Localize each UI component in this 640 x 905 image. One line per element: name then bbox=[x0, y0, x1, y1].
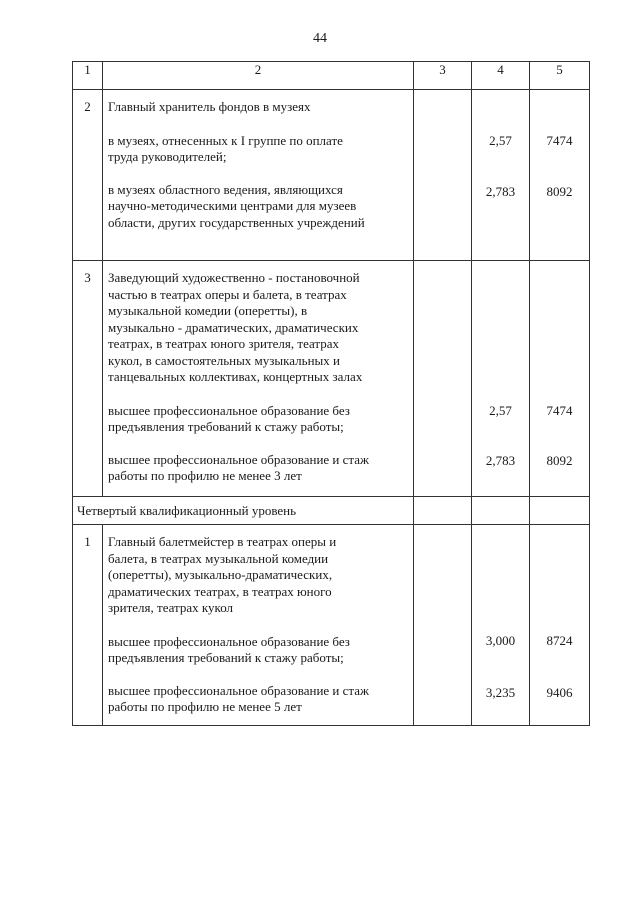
header-col-5: 5 bbox=[530, 62, 590, 90]
position-title-line: театрах, в театрах юного зрителя, театрах bbox=[108, 336, 340, 351]
row-number: 1 bbox=[73, 525, 103, 726]
requirement-line: предъявления требований к стажу работы; bbox=[108, 419, 344, 434]
requirement-line: научно-методическими центрами для музеев bbox=[108, 198, 357, 213]
position-title-line: зрителя, театрах кукол bbox=[108, 600, 234, 615]
position-title-line: балета, в театрах музыкальной комедии bbox=[108, 550, 329, 566]
requirement-line: труда руководителей; bbox=[108, 149, 227, 164]
coefficient-cell bbox=[472, 497, 530, 525]
row-description bbox=[103, 90, 414, 261]
header-col-2: 2 bbox=[103, 62, 414, 90]
position-title: Главный хранитель фондов в музеях bbox=[108, 99, 311, 114]
coefficient-cell bbox=[472, 261, 530, 497]
salary-value: 7474 bbox=[546, 403, 573, 418]
position-title-line: частью в театрах оперы и балета, в театрах bbox=[108, 286, 347, 302]
requirement-line: высшее профессиональное образование без bbox=[108, 402, 350, 418]
row-description bbox=[103, 261, 414, 497]
requirement-line: высшее профессиональное образование без bbox=[108, 633, 350, 649]
coefficient-cell bbox=[472, 525, 530, 726]
position-title-line: музыкально - драматических, драматических bbox=[108, 319, 359, 335]
coefficient-value: 2,57 bbox=[489, 403, 512, 418]
coefficient-value: 2,783 bbox=[485, 183, 516, 199]
salary-value: 9406 bbox=[546, 684, 573, 700]
column-3-cell bbox=[414, 525, 472, 726]
salary-cell bbox=[530, 525, 590, 726]
salary-cell bbox=[530, 90, 590, 261]
salary-cell bbox=[530, 261, 590, 497]
requirement-line: работы по профилю не менее 3 лет bbox=[108, 468, 302, 483]
row-number: 2 bbox=[73, 90, 103, 261]
position-title-line: Заведующий художественно - постановочной bbox=[108, 270, 360, 285]
coefficient-value: 2,57 bbox=[489, 133, 512, 148]
header-col-3: 3 bbox=[414, 62, 472, 90]
requirement-line: работы по профилю не менее 5 лет bbox=[108, 699, 302, 714]
qualification-table bbox=[72, 61, 590, 726]
page-number: 44 bbox=[313, 31, 327, 46]
requirement-line: предъявления требований к стажу работы; bbox=[108, 650, 344, 665]
row-number: 3 bbox=[73, 261, 103, 497]
coefficient-value: 3,235 bbox=[485, 684, 516, 700]
column-3-cell bbox=[414, 497, 472, 525]
requirement-line: области, других государственных учреждений bbox=[108, 214, 365, 230]
requirement-line: в музеях, отнесенных к I группе по оплате bbox=[108, 132, 343, 148]
position-title-line: кукол, в самостоятельных музыкальных и bbox=[108, 352, 340, 368]
requirement-line: высшее профессиональное образование и стаж bbox=[108, 451, 369, 467]
position-title-line: музыкальной комедии (оперетты), в bbox=[108, 303, 308, 318]
salary-value: 8724 bbox=[546, 633, 573, 648]
column-3-cell bbox=[414, 261, 472, 497]
position-title-line: танцевальных коллективах, концертных залах bbox=[108, 369, 363, 384]
qualification-level-label: Четвертый квалификационный уровень bbox=[73, 497, 414, 525]
position-title-line: Главный балетмейстер в театрах оперы и bbox=[108, 534, 337, 549]
requirement-line: высшее профессиональное образование и стаж bbox=[108, 682, 369, 698]
row-description bbox=[103, 525, 414, 726]
coefficient-value: 2,783 bbox=[485, 452, 516, 468]
header-col-1: 1 bbox=[73, 62, 103, 90]
salary-value: 8092 bbox=[546, 452, 573, 468]
coefficient-cell bbox=[472, 90, 530, 261]
table-header-row bbox=[73, 62, 590, 90]
salary-value: 8092 bbox=[546, 183, 573, 199]
position-title-line: (оперетты), музыкально-драматических, bbox=[108, 567, 333, 582]
table-row bbox=[73, 90, 590, 261]
position-title-line: драматических театрах, в театрах юного bbox=[108, 583, 332, 599]
header-col-4: 4 bbox=[472, 62, 530, 90]
salary-value: 7474 bbox=[546, 133, 573, 148]
table-row bbox=[73, 261, 590, 497]
coefficient-value: 3,000 bbox=[485, 633, 516, 648]
qualification-level-row bbox=[73, 497, 590, 525]
salary-cell bbox=[530, 497, 590, 525]
table-row bbox=[73, 525, 590, 726]
column-3-cell bbox=[414, 90, 472, 261]
requirement-line: в музеях областного ведения, являющихся bbox=[108, 181, 343, 197]
